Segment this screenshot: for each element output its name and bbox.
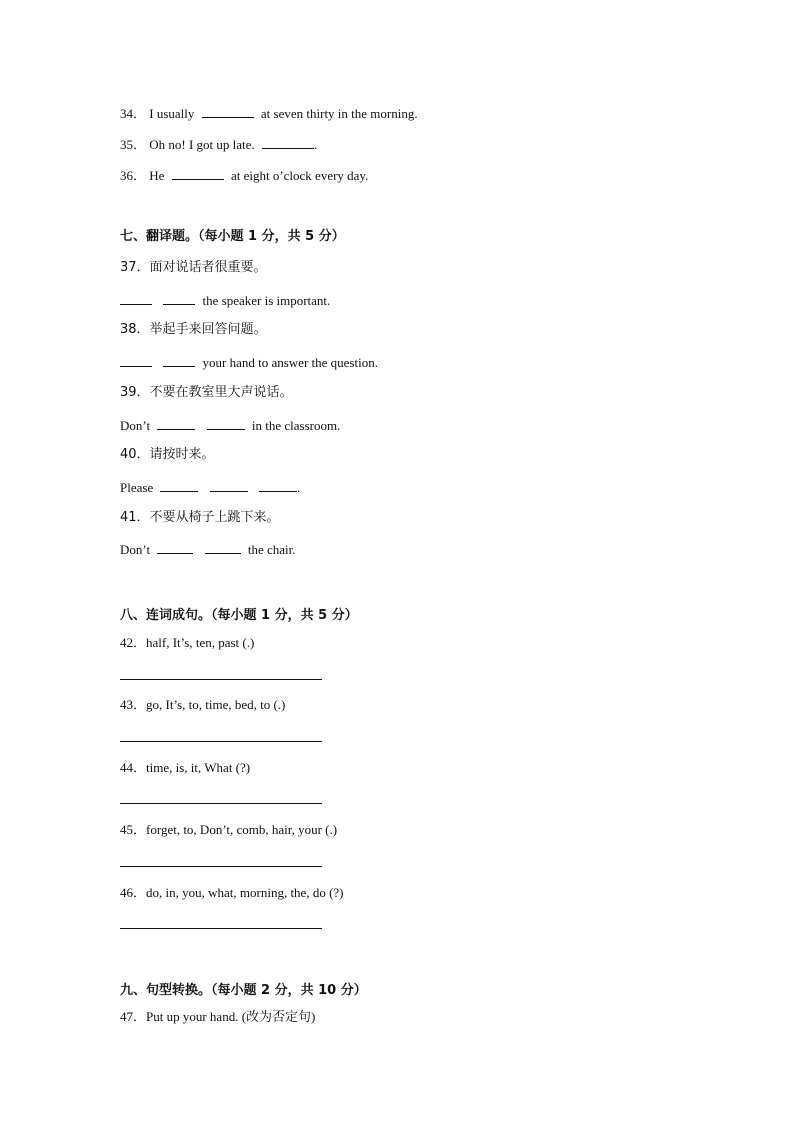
question-number: 44． bbox=[120, 760, 147, 775]
question-text: at seven thirty in the morning. bbox=[260, 106, 418, 121]
chinese-sentence: 不要在教室里大声说话。 bbox=[149, 385, 293, 400]
question-40-answer bbox=[120, 479, 300, 496]
question-text: time, is, it, What (?) bbox=[146, 760, 251, 775]
answer-blank[interactable] bbox=[160, 479, 198, 492]
answer-blank[interactable] bbox=[262, 136, 314, 149]
question-number: 40． bbox=[120, 447, 150, 462]
question-number: 35． bbox=[120, 137, 147, 152]
chinese-sentence: 不要从椅子上跳下来。 bbox=[149, 510, 280, 525]
question-text: forget, to, Don’t, comb, hair, your (.) bbox=[146, 822, 338, 837]
question-number: 46． bbox=[120, 885, 147, 900]
question-41-answer bbox=[120, 541, 296, 558]
question-text: Oh no! I got up late. bbox=[149, 137, 255, 152]
answer-blank[interactable] bbox=[207, 417, 245, 430]
question-38-answer bbox=[120, 354, 378, 371]
answer-line[interactable] bbox=[120, 928, 322, 929]
answer-blank[interactable] bbox=[163, 354, 195, 367]
question-number: 41． bbox=[120, 510, 150, 525]
question-number: 47． bbox=[120, 1009, 147, 1024]
section-9-heading: 九、句型转换。（每小题 2 分，共 10 分） bbox=[120, 983, 367, 998]
chinese-sentence: 面对说话者很重要。 bbox=[149, 260, 267, 275]
question-text: Put up your hand. (改为否定句) bbox=[146, 1009, 316, 1024]
answer-blank[interactable] bbox=[259, 479, 297, 492]
question-number: 36． bbox=[120, 168, 147, 183]
answer-blank[interactable] bbox=[205, 541, 241, 554]
answer-blank[interactable] bbox=[120, 354, 152, 367]
question-text: I usually bbox=[149, 106, 195, 121]
question-text: Don’t bbox=[120, 542, 151, 557]
question-text: half, It’s, ten, past (.) bbox=[146, 635, 255, 650]
question-text: in the classroom. bbox=[251, 418, 341, 433]
question-41-prompt bbox=[120, 510, 280, 526]
question-number: 43． bbox=[120, 697, 147, 712]
answer-blank[interactable] bbox=[163, 292, 195, 305]
question-35 bbox=[120, 136, 317, 153]
answer-line[interactable] bbox=[120, 803, 322, 804]
answer-blank[interactable] bbox=[210, 479, 248, 492]
question-text: . bbox=[313, 137, 318, 152]
question-text: the chair. bbox=[247, 542, 296, 557]
question-36 bbox=[120, 167, 368, 184]
question-text: He bbox=[149, 168, 165, 183]
question-45 bbox=[120, 822, 337, 838]
answer-blank[interactable] bbox=[172, 167, 224, 180]
answer-blank[interactable] bbox=[202, 105, 254, 118]
answer-blank[interactable] bbox=[157, 541, 193, 554]
question-46 bbox=[120, 885, 344, 901]
answer-blank[interactable] bbox=[120, 292, 152, 305]
section-8-heading: 八、连词成句。（每小题 1 分，共 5 分） bbox=[120, 608, 358, 623]
question-text: Please bbox=[120, 480, 154, 495]
answer-line[interactable] bbox=[120, 679, 322, 680]
section-7-heading: 七、翻译题。（每小题 1 分，共 5 分） bbox=[120, 229, 345, 244]
question-43 bbox=[120, 697, 285, 713]
question-number: 37． bbox=[120, 260, 150, 275]
question-38-prompt bbox=[120, 322, 267, 338]
question-37-prompt bbox=[120, 260, 267, 276]
question-40-prompt bbox=[120, 447, 215, 463]
question-number: 42． bbox=[120, 635, 147, 650]
question-number: 39． bbox=[120, 385, 150, 400]
question-text: at eight o’clock every day. bbox=[230, 168, 369, 183]
question-text: the speaker is important. bbox=[202, 293, 331, 308]
chinese-sentence: 举起手来回答问题。 bbox=[149, 322, 267, 337]
question-text: your hand to answer the question. bbox=[202, 355, 378, 370]
chinese-sentence: 请按时来。 bbox=[149, 447, 215, 462]
answer-line[interactable] bbox=[120, 866, 322, 867]
question-47 bbox=[120, 1009, 315, 1025]
question-39-answer bbox=[120, 417, 340, 434]
question-number: 34． bbox=[120, 106, 147, 121]
question-number: 38． bbox=[120, 322, 150, 337]
question-number: 45． bbox=[120, 822, 147, 837]
question-text: go, It’s, to, time, bed, to (.) bbox=[146, 697, 286, 712]
question-text: Don’t bbox=[120, 418, 151, 433]
question-42 bbox=[120, 635, 254, 651]
question-44 bbox=[120, 760, 250, 776]
answer-blank[interactable] bbox=[157, 417, 195, 430]
question-37-answer bbox=[120, 292, 330, 309]
answer-line[interactable] bbox=[120, 741, 322, 742]
question-text: do, in, you, what, morning, the, do (?) bbox=[146, 885, 344, 900]
question-text: . bbox=[296, 480, 301, 495]
question-34 bbox=[120, 105, 418, 122]
question-39-prompt bbox=[120, 385, 293, 401]
